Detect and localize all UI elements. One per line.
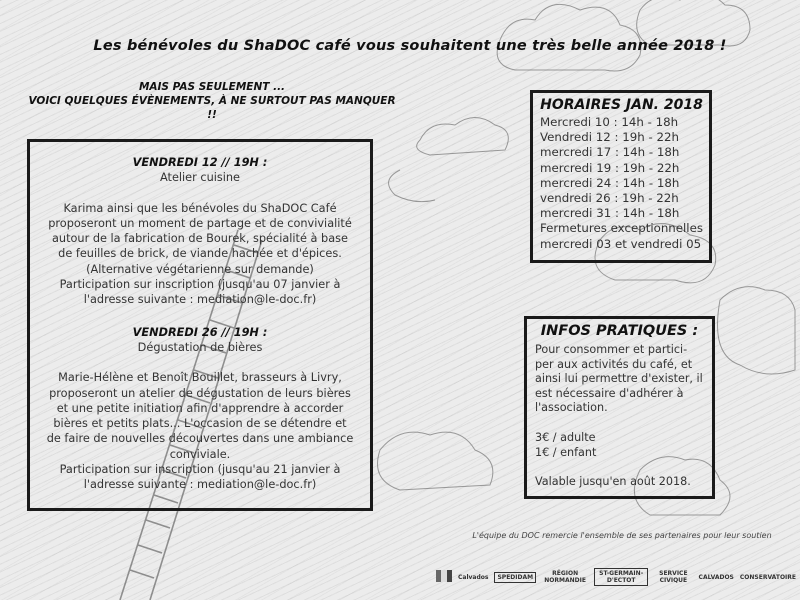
infos-line: per aux activités du café, et (535, 357, 693, 371)
infos-panel (524, 316, 715, 499)
hours-row: mercredi 19 : 19h - 22h (540, 160, 680, 175)
hours-note: mercredi 03 et vendredi 05 (540, 236, 702, 251)
event-2-line: l'adresse suivante : mediation@le-doc.fr) (83, 478, 317, 492)
calvados-dept-logo: CALVADOS (698, 573, 734, 581)
hours-row: mercredi 31 : 14h - 18h (540, 206, 680, 221)
infos-title: INFOS PRATIQUES : (540, 323, 699, 339)
cloud-sketch (378, 432, 493, 490)
event-2-line: de faire de nouvelles découvertes dans une ambiance (46, 432, 354, 446)
cloud-sketch (718, 287, 796, 374)
event-1-line: Participation sur inscription (jusqu'au 07 janvier à (59, 278, 341, 292)
region-normandie-logo: RÉGION NORMANDIE (544, 570, 586, 584)
hours-panel (530, 90, 712, 263)
cloud-sketch (389, 170, 435, 202)
partner-logos (436, 560, 796, 594)
infos-line: l'association. (535, 401, 608, 415)
subheading-line-2: VOICI QUELQUES ÉVÈNEMENTS, À NE SURTOUT PAS MANQUER !! (28, 95, 396, 121)
st-germain-logo: ST-GERMAIN-D'ECTOT (594, 568, 648, 586)
infos-line: ainsi lui permettre d'exister, il (535, 372, 703, 386)
price-child: 1€ / enfant (535, 445, 597, 459)
hours-note: Fermetures exceptionnelles (540, 221, 703, 236)
hours-row: vendredi 26 : 19h - 22h (540, 191, 679, 206)
service-civique-logo: SERVICE CIVIQUE (659, 570, 688, 584)
subheading (22, 80, 402, 122)
event-1-line: (Alternative végétarienne sur demande) (86, 262, 314, 276)
hours-title: HORAIRES JAN. 2018 (540, 97, 703, 113)
spedidam-logo: SPEDIDAM (494, 572, 536, 583)
event-1-line: autour de la fabrication de Bourek, spécialité à base (52, 232, 348, 246)
events-panel (27, 139, 373, 511)
subheading-line-1: MAIS PAS SEULEMENT ... (138, 81, 286, 93)
conservatoire-logo: CONSERVATOIRE (739, 573, 796, 581)
event-1-subtitle: Atelier cuisine (159, 171, 241, 185)
price-adult: 3€ / adulte (535, 430, 596, 444)
hours-row: mercredi 17 : 14h - 18h (540, 145, 680, 160)
infos-line: est nécessaire d'adhérer à (535, 386, 684, 400)
hours-row: Mercredi 10 : 14h - 18h (540, 115, 679, 129)
event-2-line: Participation sur inscription (jusqu'au 21 janvier à (59, 463, 341, 477)
flag-icon (436, 570, 452, 582)
partners-credit: L'équipe du DOC remercie l'ensemble de ses partenaires pour leur soutien (472, 531, 772, 540)
calvados-logo: Calvados (458, 573, 489, 581)
republique-francaise-logo (436, 570, 452, 584)
hours-row: Vendredi 12 : 19h - 22h (540, 130, 679, 145)
event-1-line: proposeront un moment de partage et de convivialité (48, 216, 352, 230)
event-2-title: VENDREDI 26 // 19H : (132, 325, 268, 339)
event-1-title: VENDREDI 12 // 19H : (132, 156, 268, 169)
infos-line: Pour consommer et partici- (535, 343, 688, 356)
event-1-line: l'adresse suivante : mediation@le-doc.fr) (83, 293, 317, 307)
page-headline: Les bénévoles du ShaDOC café vous souhaitent une très belle année 2018 ! (93, 38, 727, 54)
event-2-line: Marie-Hélène et Benoît Bouillet, brasseurs à Livry, (58, 371, 342, 385)
event-2-subtitle: Dégustation de bières (137, 340, 263, 354)
event-2-line: conviviale. (169, 447, 231, 461)
event-2-line: bières et petits plats... L'occasion de se détendre et (53, 417, 347, 431)
cloud-sketch (417, 118, 509, 156)
event-2-line: proposeront un atelier de dégustation de leurs bières (49, 386, 351, 400)
event-1-line: Karima ainsi que les bénévoles du ShaDOC Café (63, 201, 337, 215)
validity-note: Valable jusqu'en août 2018. (535, 475, 691, 489)
event-2-line: et une petite initiation afin d'apprendre à accorder (56, 401, 344, 415)
event-1-line: de feuilles de brick, de viande hachée et d'épices. (58, 247, 342, 261)
hours-row: mercredi 24 : 14h - 18h (540, 175, 680, 190)
